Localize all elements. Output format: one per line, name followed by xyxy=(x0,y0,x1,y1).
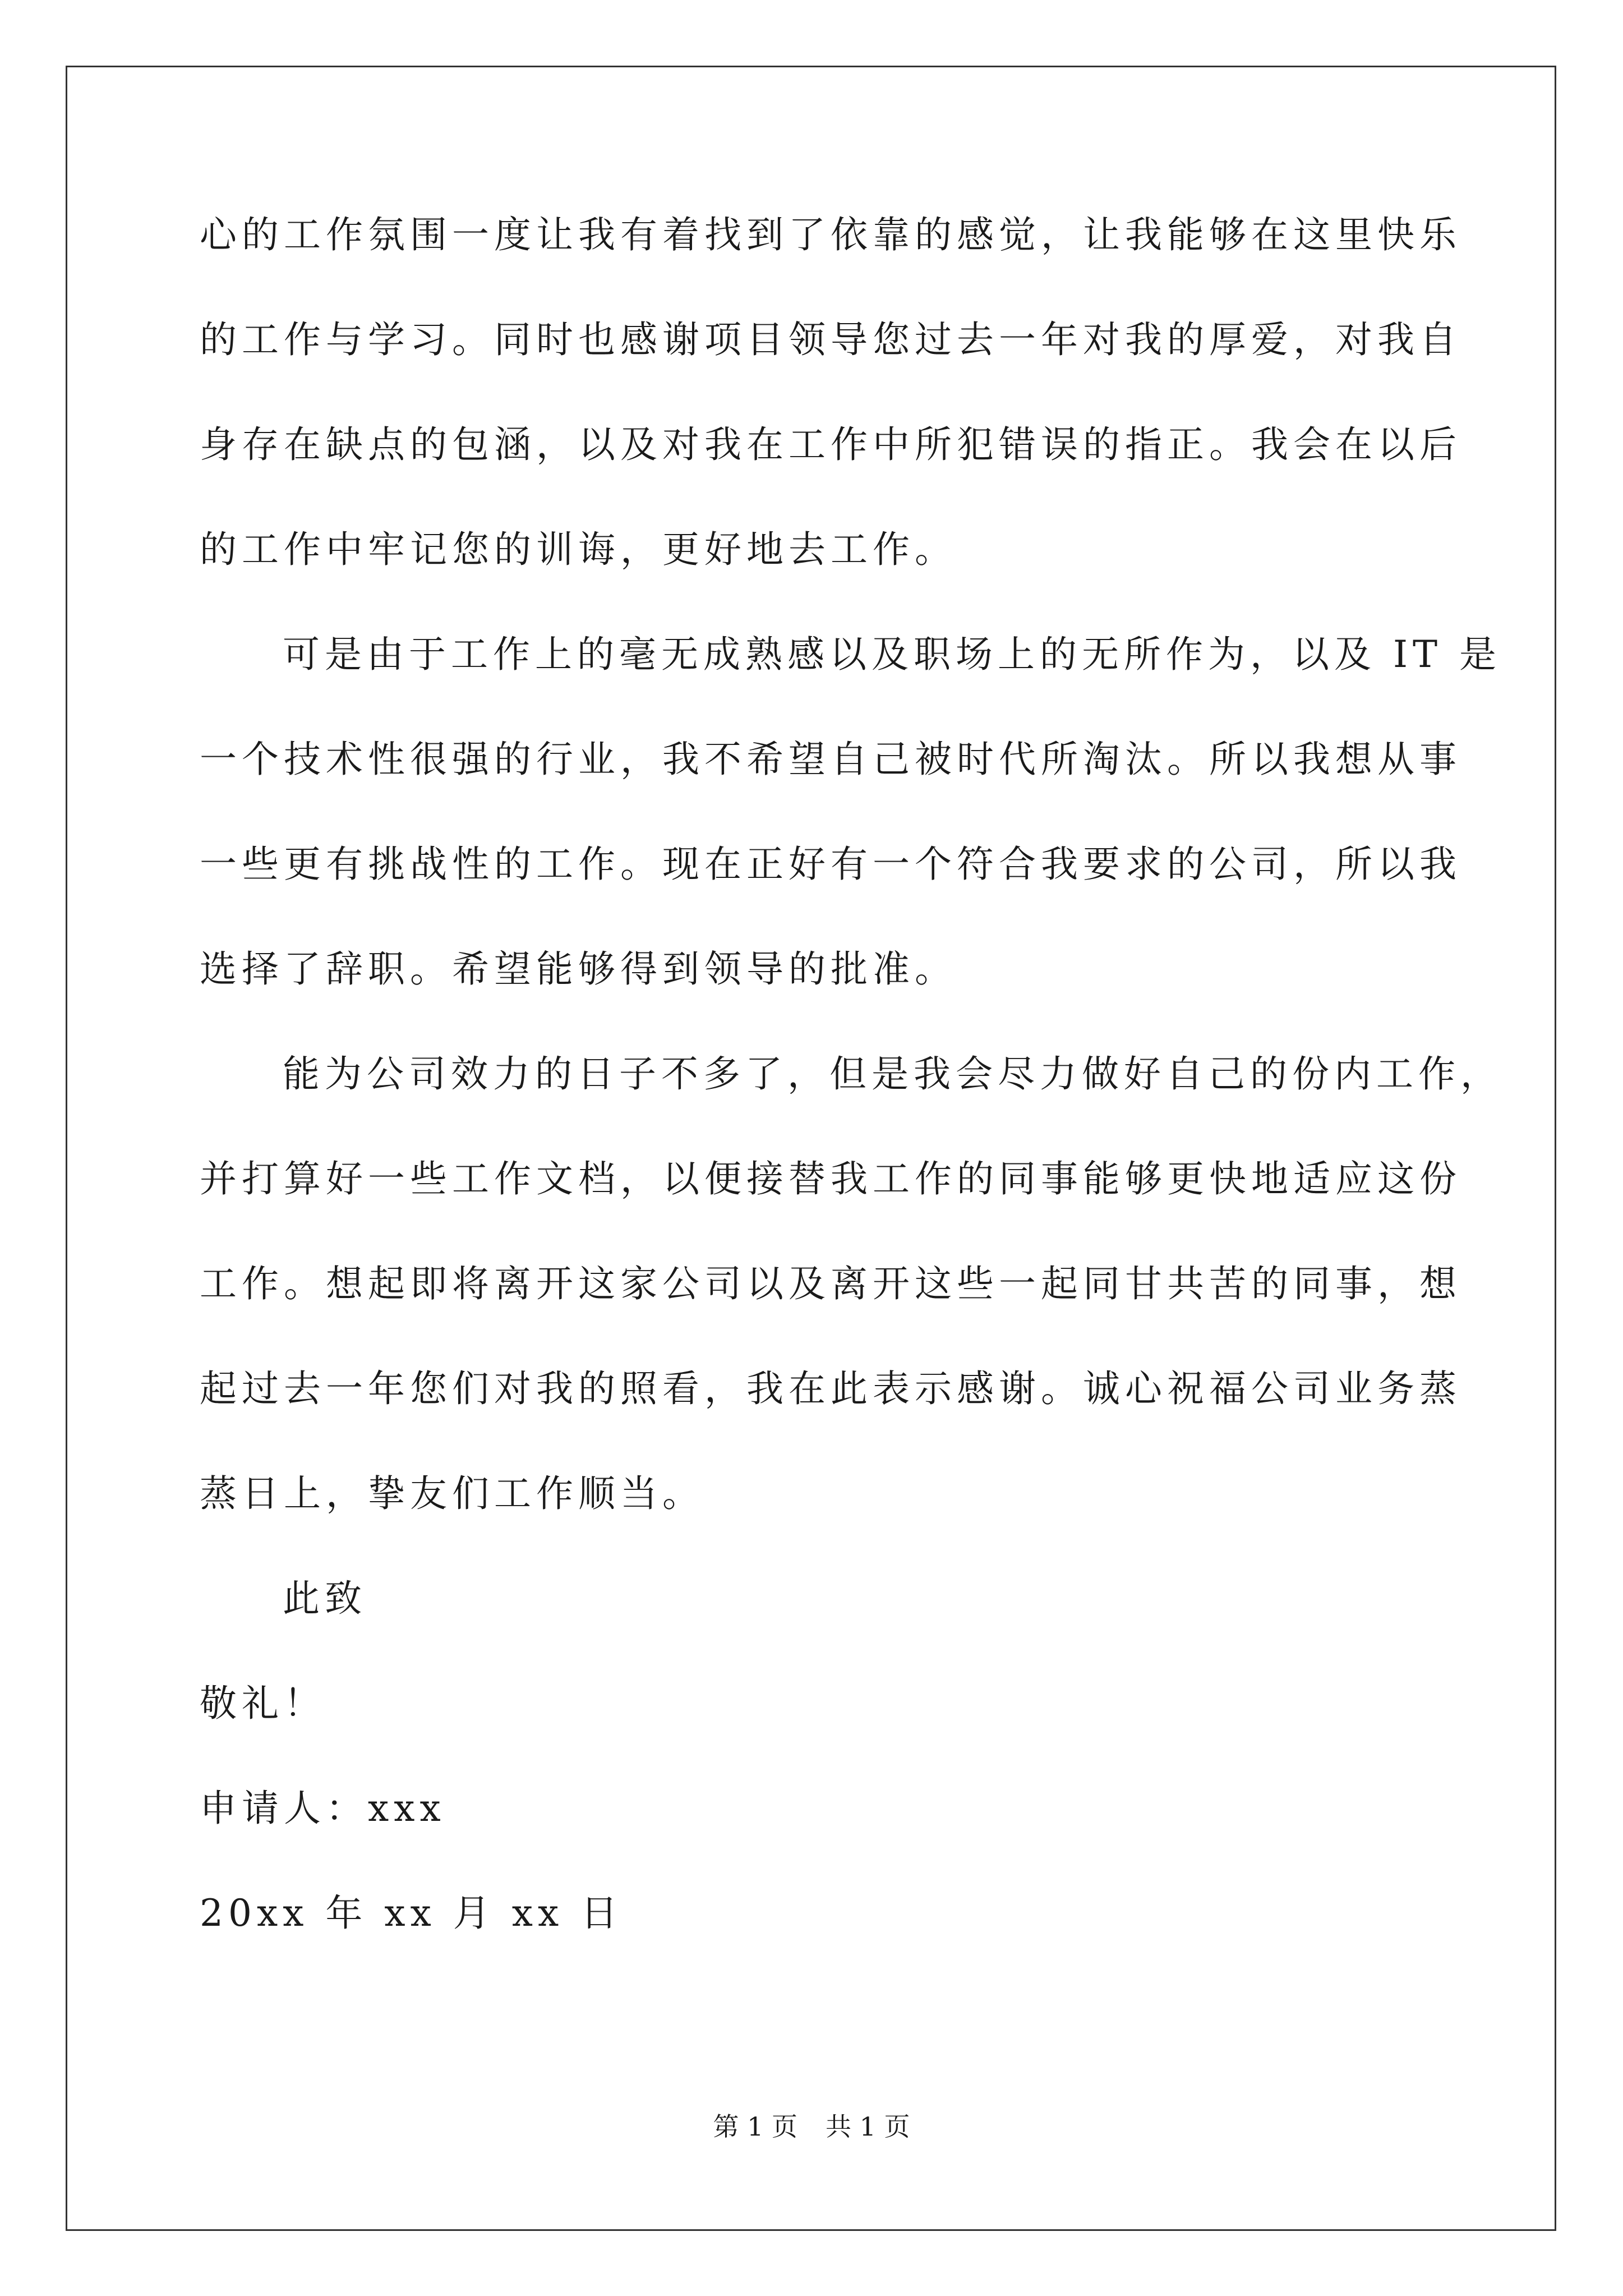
page-number: 第 1 页 xyxy=(713,2111,797,2142)
paragraph-line: 可是由于工作上的毫无成熟感以及职场上的无所作为，以及 IT 是 xyxy=(283,633,1502,676)
paragraph-line: 蒸日上，挚友们工作顺当。 xyxy=(200,1472,704,1515)
paragraph-line: 并打算好一些工作文档，以便接替我工作的同事能够更快地适应这份 xyxy=(200,1157,1461,1200)
paragraph-line: 工作。想起即将离开这家公司以及离开这些一起同甘共苦的同事，想 xyxy=(200,1262,1461,1305)
paragraph-line: 选择了辞职。希望能够得到领导的批准。 xyxy=(200,947,957,991)
paragraph-line: 的工作与学习。同时也感谢项目领导您过去一年对我的厚爱，对我自 xyxy=(200,318,1461,361)
page-total: 共 1 页 xyxy=(826,2111,910,2142)
applicant-signature: 申请人：xxx xyxy=(200,1787,446,1830)
paragraph-line: 一些更有挑战性的工作。现在正好有一个符合我要求的公司，所以我 xyxy=(200,843,1461,886)
paragraph-line: 一个技术性很强的行业，我不希望自己被时代所淘汰。所以我想从事 xyxy=(200,738,1461,781)
closing-regards: 敬礼！ xyxy=(200,1682,326,1725)
paragraph-line: 起过去一年您们对我的照看，我在此表示感谢。诚心祝福公司业务蒸 xyxy=(200,1367,1461,1410)
letter-date: 20xx 年 xx 月 xx 日 xyxy=(200,1892,623,1935)
page-footer xyxy=(0,2106,1623,2143)
paragraph-line: 的工作中牢记您的训诲，更好地去工作。 xyxy=(200,528,957,571)
letter-body xyxy=(200,209,1502,1993)
closing-salutation: 此致 xyxy=(283,1577,367,1620)
paragraph-line: 身存在缺点的包涵，以及对我在工作中所犯错误的指正。我会在以后 xyxy=(200,423,1461,466)
paragraph-line: 能为公司效力的日子不多了，但是我会尽力做好自己的份内工作， xyxy=(283,1052,1502,1096)
paragraph-line: 心的工作氛围一度让我有着找到了依靠的感觉，让我能够在这里快乐 xyxy=(200,213,1461,256)
